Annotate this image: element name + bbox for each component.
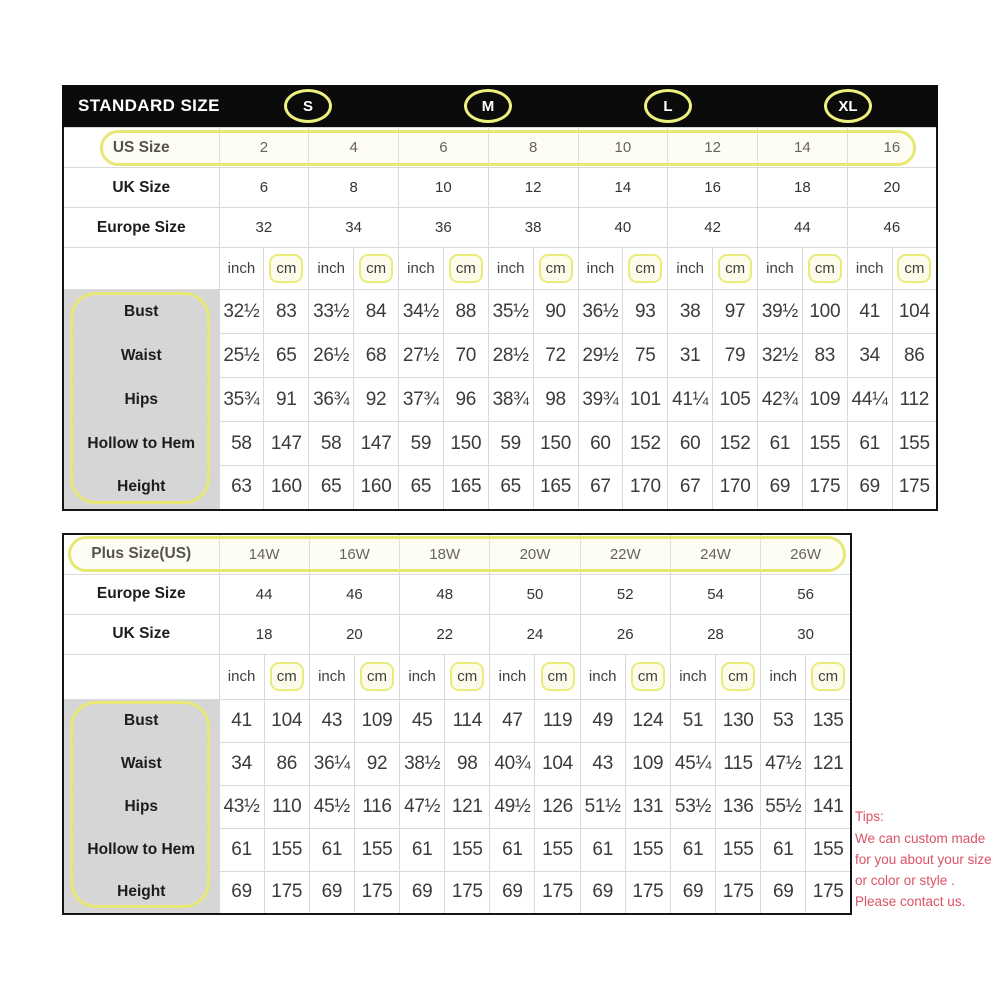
- size-cell: 6: [399, 128, 489, 168]
- measure-cell: 61: [761, 828, 806, 871]
- measure-row-label: Waist: [63, 334, 219, 378]
- measure-cell: 90: [533, 290, 578, 334]
- size-cell: 44: [219, 574, 309, 614]
- measure-cell: 69: [400, 871, 445, 914]
- measure-cell: 38: [668, 290, 713, 334]
- measure-cell: 69: [847, 466, 892, 510]
- cm-highlight-annotation: cm: [718, 254, 752, 283]
- size-cell: 20: [309, 614, 399, 654]
- cm-unit-cell: [806, 654, 851, 699]
- measure-cell: 150: [443, 422, 488, 466]
- size-cell: 34: [309, 208, 399, 248]
- measure-cell: 47½: [761, 742, 806, 785]
- measure-cell: 61: [400, 828, 445, 871]
- measure-cell: 119: [535, 699, 580, 742]
- measure-cell: 58: [309, 422, 354, 466]
- size-cell: 8: [309, 168, 399, 208]
- size-cell: 30: [761, 614, 851, 654]
- measure-cell: 96: [443, 378, 488, 422]
- measure-cell: 155: [354, 828, 399, 871]
- cm-unit-cell: [802, 248, 847, 290]
- measure-cell: 34½: [399, 290, 444, 334]
- measure-cell: 155: [445, 828, 490, 871]
- measure-cell: 43: [580, 742, 625, 785]
- measure-cell: 97: [713, 290, 758, 334]
- measure-cell: 29½: [578, 334, 623, 378]
- size-cell: 42: [668, 208, 758, 248]
- size-cell: 46: [847, 208, 937, 248]
- measure-cell: 41¼: [668, 378, 713, 422]
- inch-unit-cell: inch: [309, 654, 354, 699]
- measure-cell: 69: [580, 871, 625, 914]
- measure-cell: 69: [758, 466, 803, 510]
- plus-size-table: [62, 533, 852, 915]
- standard-size-title: STANDARD SIZE: [78, 96, 220, 115]
- measure-cell: 155: [716, 828, 761, 871]
- size-cell: 48: [400, 574, 490, 614]
- size-cell: 14W: [219, 534, 309, 574]
- measure-cell: 41: [847, 290, 892, 334]
- cm-highlight-annotation: cm: [269, 254, 303, 283]
- inch-unit-cell: inch: [580, 654, 625, 699]
- size-cell: 24: [490, 614, 580, 654]
- measure-cell: 79: [713, 334, 758, 378]
- size-cell: 40: [578, 208, 668, 248]
- size-cell: 16: [668, 168, 758, 208]
- measure-cell: 147: [264, 422, 309, 466]
- measure-cell: 175: [802, 466, 847, 510]
- measure-cell: 105: [713, 378, 758, 422]
- measure-cell: 104: [892, 290, 937, 334]
- measure-cell: 170: [713, 466, 758, 510]
- standard-size-table: [62, 85, 938, 511]
- size-cell: 14: [758, 128, 848, 168]
- measure-cell: 61: [670, 828, 715, 871]
- measure-cell: 51½: [580, 785, 625, 828]
- inch-unit-cell: inch: [758, 248, 803, 290]
- size-cell: 46: [309, 574, 399, 614]
- measure-cell: 160: [264, 466, 309, 510]
- measure-cell: 43: [309, 699, 354, 742]
- size-row: [63, 614, 851, 654]
- size-cell: 24W: [670, 534, 760, 574]
- cm-highlight-annotation: cm: [359, 254, 393, 283]
- measure-row-label: Height: [63, 871, 219, 914]
- inch-unit-cell: inch: [309, 248, 354, 290]
- measure-cell: 44¼: [847, 378, 892, 422]
- measure-cell: 61: [758, 422, 803, 466]
- measure-cell: 86: [892, 334, 937, 378]
- measure-cell: 34: [219, 742, 264, 785]
- measure-cell: 135: [806, 699, 851, 742]
- measure-cell: 101: [623, 378, 668, 422]
- measure-cell: 110: [264, 785, 309, 828]
- tips-line: Please contact us.: [855, 894, 966, 909]
- measure-cell: 165: [443, 466, 488, 510]
- measure-cell: 165: [533, 466, 578, 510]
- measure-cell: 160: [354, 466, 399, 510]
- measure-cell: 109: [354, 699, 399, 742]
- size-cell: 2: [219, 128, 309, 168]
- size-xl-label: XL: [838, 97, 858, 115]
- standard-size-header-bar: [62, 85, 938, 127]
- measure-row-label: Height: [63, 466, 219, 510]
- measure-cell: 84: [354, 290, 399, 334]
- measure-cell: 61: [219, 828, 264, 871]
- measure-cell: 112: [892, 378, 937, 422]
- measure-row: [63, 334, 937, 378]
- cm-highlight-annotation: cm: [541, 662, 575, 691]
- size-row: [63, 208, 937, 248]
- measure-cell: 55½: [761, 785, 806, 828]
- measure-cell: 45¼: [670, 742, 715, 785]
- measure-row: [63, 466, 937, 510]
- tips-lines: [855, 828, 999, 912]
- measure-cell: 83: [802, 334, 847, 378]
- size-l-circle-annotation: [644, 89, 692, 123]
- measure-cell: 33½: [309, 290, 354, 334]
- measure-cell: 65: [264, 334, 309, 378]
- inch-unit-cell: inch: [670, 654, 715, 699]
- measure-cell: 69: [761, 871, 806, 914]
- measure-row: [63, 699, 851, 742]
- cm-highlight-annotation: cm: [539, 254, 573, 283]
- measure-cell: 28½: [488, 334, 533, 378]
- measure-cell: 41: [219, 699, 264, 742]
- measure-cell: 130: [716, 699, 761, 742]
- measure-cell: 59: [488, 422, 533, 466]
- measure-cell: 109: [802, 378, 847, 422]
- measure-row-label: Hollow to Hem: [63, 422, 219, 466]
- size-cell: 20: [847, 168, 937, 208]
- measure-cell: 155: [264, 828, 309, 871]
- measure-cell: 65: [399, 466, 444, 510]
- measure-cell: 155: [802, 422, 847, 466]
- measure-cell: 124: [625, 699, 670, 742]
- size-cell: 8: [488, 128, 578, 168]
- measure-cell: 93: [623, 290, 668, 334]
- inch-unit-cell: inch: [847, 248, 892, 290]
- size-row-label: Europe Size: [63, 208, 219, 248]
- measure-cell: 35½: [488, 290, 533, 334]
- cm-highlight-annotation: cm: [360, 662, 394, 691]
- measure-cell: 175: [806, 871, 851, 914]
- measure-cell: 175: [354, 871, 399, 914]
- standard-size-grid: [62, 127, 938, 511]
- cm-unit-cell: [535, 654, 580, 699]
- units-row: [63, 654, 851, 699]
- measure-cell: 35¾: [219, 378, 264, 422]
- size-row-label: UK Size: [63, 168, 219, 208]
- measure-cell: 100: [802, 290, 847, 334]
- cm-unit-cell: [625, 654, 670, 699]
- size-row-label: US Size: [63, 128, 219, 168]
- measure-cell: 38½: [400, 742, 445, 785]
- measure-cell: 36½: [578, 290, 623, 334]
- inch-unit-cell: inch: [399, 248, 444, 290]
- size-cell: 10: [399, 168, 489, 208]
- measure-cell: 27½: [399, 334, 444, 378]
- measure-cell: 98: [533, 378, 578, 422]
- cm-unit-cell: [354, 654, 399, 699]
- cm-unit-cell: [716, 654, 761, 699]
- measure-cell: 36¾: [309, 378, 354, 422]
- measure-cell: 49: [580, 699, 625, 742]
- measure-cell: 69: [670, 871, 715, 914]
- measure-cell: 40¾: [490, 742, 535, 785]
- tips-line: for you about your size: [855, 852, 992, 867]
- measure-cell: 92: [354, 742, 399, 785]
- cm-unit-cell: [713, 248, 758, 290]
- size-row: [63, 168, 937, 208]
- measure-cell: 175: [264, 871, 309, 914]
- size-xl-circle-annotation: [824, 89, 872, 123]
- measure-cell: 49½: [490, 785, 535, 828]
- measure-cell: 155: [535, 828, 580, 871]
- measure-cell: 175: [445, 871, 490, 914]
- tips-line: or color or style .: [855, 873, 955, 888]
- measure-cell: 92: [354, 378, 399, 422]
- size-cell: 32: [219, 208, 309, 248]
- measure-row-label: Hollow to Hem: [63, 828, 219, 871]
- measure-cell: 60: [578, 422, 623, 466]
- units-row-empty-label: [63, 654, 219, 699]
- measure-cell: 51: [670, 699, 715, 742]
- size-row: [63, 574, 851, 614]
- measure-cell: 88: [443, 290, 488, 334]
- measure-cell: 72: [533, 334, 578, 378]
- measure-cell: 126: [535, 785, 580, 828]
- measure-cell: 61: [309, 828, 354, 871]
- size-cell: 22W: [580, 534, 670, 574]
- size-row-label: UK Size: [63, 614, 219, 654]
- size-cell: 36: [399, 208, 489, 248]
- measure-cell: 155: [892, 422, 937, 466]
- size-cell: 6: [219, 168, 309, 208]
- measure-row-label: Bust: [63, 699, 219, 742]
- measure-cell: 155: [806, 828, 851, 871]
- measure-cell: 147: [354, 422, 399, 466]
- size-cell: 10: [578, 128, 668, 168]
- measure-cell: 59: [399, 422, 444, 466]
- cm-highlight-annotation: cm: [450, 662, 484, 691]
- measure-cell: 175: [716, 871, 761, 914]
- measure-cell: 61: [580, 828, 625, 871]
- measure-row: [63, 871, 851, 914]
- measure-row-label: Bust: [63, 290, 219, 334]
- measure-cell: 47½: [400, 785, 445, 828]
- cm-unit-cell: [623, 248, 668, 290]
- size-m-circle-annotation: [464, 89, 512, 123]
- measure-cell: 104: [264, 699, 309, 742]
- measure-row: [63, 290, 937, 334]
- measure-cell: 61: [847, 422, 892, 466]
- measure-cell: 65: [488, 466, 533, 510]
- inch-unit-cell: inch: [578, 248, 623, 290]
- cm-highlight-annotation: cm: [449, 254, 483, 283]
- size-s-label: S: [302, 97, 313, 115]
- measure-cell: 175: [892, 466, 937, 510]
- size-cell: 14: [578, 168, 668, 208]
- measure-cell: 26½: [309, 334, 354, 378]
- measure-row-label: Hips: [63, 785, 219, 828]
- cm-highlight-annotation: cm: [811, 662, 845, 691]
- measure-cell: 38¾: [488, 378, 533, 422]
- measure-cell: 175: [625, 871, 670, 914]
- measure-cell: 32½: [758, 334, 803, 378]
- measure-cell: 75: [623, 334, 668, 378]
- measure-cell: 114: [445, 699, 490, 742]
- cm-highlight-annotation: cm: [808, 254, 842, 283]
- measure-cell: 91: [264, 378, 309, 422]
- cm-unit-cell: [354, 248, 399, 290]
- size-cell: 56: [761, 574, 851, 614]
- inch-unit-cell: inch: [219, 248, 264, 290]
- measure-cell: 67: [668, 466, 713, 510]
- size-s-circle-annotation: [284, 89, 332, 123]
- size-cell: 26W: [761, 534, 851, 574]
- cm-unit-cell: [264, 248, 309, 290]
- measure-cell: 45½: [309, 785, 354, 828]
- inch-unit-cell: inch: [490, 654, 535, 699]
- size-cell: 50: [490, 574, 580, 614]
- measure-cell: 39½: [758, 290, 803, 334]
- measure-row: [63, 828, 851, 871]
- size-cell: 26: [580, 614, 670, 654]
- measure-row-label: Hips: [63, 378, 219, 422]
- inch-unit-cell: inch: [400, 654, 445, 699]
- measure-cell: 42¾: [758, 378, 803, 422]
- measure-cell: 34: [847, 334, 892, 378]
- tips-line: We can custom made: [855, 831, 986, 846]
- measure-cell: 25½: [219, 334, 264, 378]
- measure-cell: 36¼: [309, 742, 354, 785]
- inch-unit-cell: inch: [761, 654, 806, 699]
- measure-cell: 45: [400, 699, 445, 742]
- measure-cell: 104: [535, 742, 580, 785]
- tips-title: Tips:: [855, 809, 884, 824]
- size-cell: 4: [309, 128, 399, 168]
- cm-highlight-annotation: cm: [270, 662, 304, 691]
- size-row-label: Plus Size(US): [63, 534, 219, 574]
- inch-unit-cell: inch: [219, 654, 264, 699]
- measure-cell: 60: [668, 422, 713, 466]
- cm-unit-cell: [892, 248, 937, 290]
- size-m-label: M: [481, 97, 495, 115]
- measure-cell: 150: [533, 422, 578, 466]
- size-row: [63, 534, 851, 574]
- cm-highlight-annotation: cm: [897, 254, 931, 283]
- size-cell: 16W: [309, 534, 399, 574]
- measure-cell: 86: [264, 742, 309, 785]
- measure-row: [63, 422, 937, 466]
- plus-size-grid: [62, 533, 852, 915]
- measure-cell: 69: [309, 871, 354, 914]
- measure-cell: 152: [713, 422, 758, 466]
- size-cell: 44: [758, 208, 848, 248]
- size-cell: 52: [580, 574, 670, 614]
- measure-cell: 67: [578, 466, 623, 510]
- size-cell: 38: [488, 208, 578, 248]
- size-cell: 12: [668, 128, 758, 168]
- measure-cell: 65: [309, 466, 354, 510]
- measure-row: [63, 742, 851, 785]
- measure-cell: 61: [490, 828, 535, 871]
- size-cell: 54: [670, 574, 760, 614]
- cm-highlight-annotation: cm: [721, 662, 755, 691]
- measure-cell: 141: [806, 785, 851, 828]
- size-cell: 18: [758, 168, 848, 208]
- measure-cell: 53: [761, 699, 806, 742]
- measure-cell: 43½: [219, 785, 264, 828]
- measure-cell: 39¾: [578, 378, 623, 422]
- measure-cell: 121: [806, 742, 851, 785]
- measure-cell: 69: [219, 871, 264, 914]
- measure-cell: 70: [443, 334, 488, 378]
- measure-cell: 58: [219, 422, 264, 466]
- size-row-label: Europe Size: [63, 574, 219, 614]
- size-cell: 22: [400, 614, 490, 654]
- units-row-empty-label: [63, 248, 219, 290]
- measure-cell: 98: [445, 742, 490, 785]
- size-cell: 20W: [490, 534, 580, 574]
- measure-cell: 136: [716, 785, 761, 828]
- measure-cell: 69: [490, 871, 535, 914]
- measure-cell: 121: [445, 785, 490, 828]
- measure-cell: 109: [625, 742, 670, 785]
- cm-highlight-annotation: cm: [631, 662, 665, 691]
- measure-cell: 116: [354, 785, 399, 828]
- size-cell: 16: [847, 128, 937, 168]
- size-row: [63, 128, 937, 168]
- cm-unit-cell: [264, 654, 309, 699]
- measure-cell: 32½: [219, 290, 264, 334]
- measure-row: [63, 785, 851, 828]
- measure-cell: 155: [625, 828, 670, 871]
- cm-unit-cell: [443, 248, 488, 290]
- measure-cell: 83: [264, 290, 309, 334]
- inch-unit-cell: inch: [668, 248, 713, 290]
- measure-row: [63, 378, 937, 422]
- size-l-label: L: [663, 97, 673, 115]
- measure-cell: 115: [716, 742, 761, 785]
- cm-unit-cell: [533, 248, 578, 290]
- measure-cell: 31: [668, 334, 713, 378]
- measure-cell: 152: [623, 422, 668, 466]
- size-cell: 12: [488, 168, 578, 208]
- size-cell: 18W: [400, 534, 490, 574]
- cm-highlight-annotation: cm: [628, 254, 662, 283]
- measure-cell: 170: [623, 466, 668, 510]
- units-row: [63, 248, 937, 290]
- measure-cell: 131: [625, 785, 670, 828]
- measure-cell: 68: [354, 334, 399, 378]
- inch-unit-cell: inch: [488, 248, 533, 290]
- cm-unit-cell: [445, 654, 490, 699]
- measure-row-label: Waist: [63, 742, 219, 785]
- measure-cell: 47: [490, 699, 535, 742]
- measure-cell: 63: [219, 466, 264, 510]
- size-cell: 18: [219, 614, 309, 654]
- size-cell: 28: [670, 614, 760, 654]
- measure-cell: 53½: [670, 785, 715, 828]
- measure-cell: 175: [535, 871, 580, 914]
- tips-note: [855, 806, 999, 912]
- measure-cell: 37¾: [399, 378, 444, 422]
